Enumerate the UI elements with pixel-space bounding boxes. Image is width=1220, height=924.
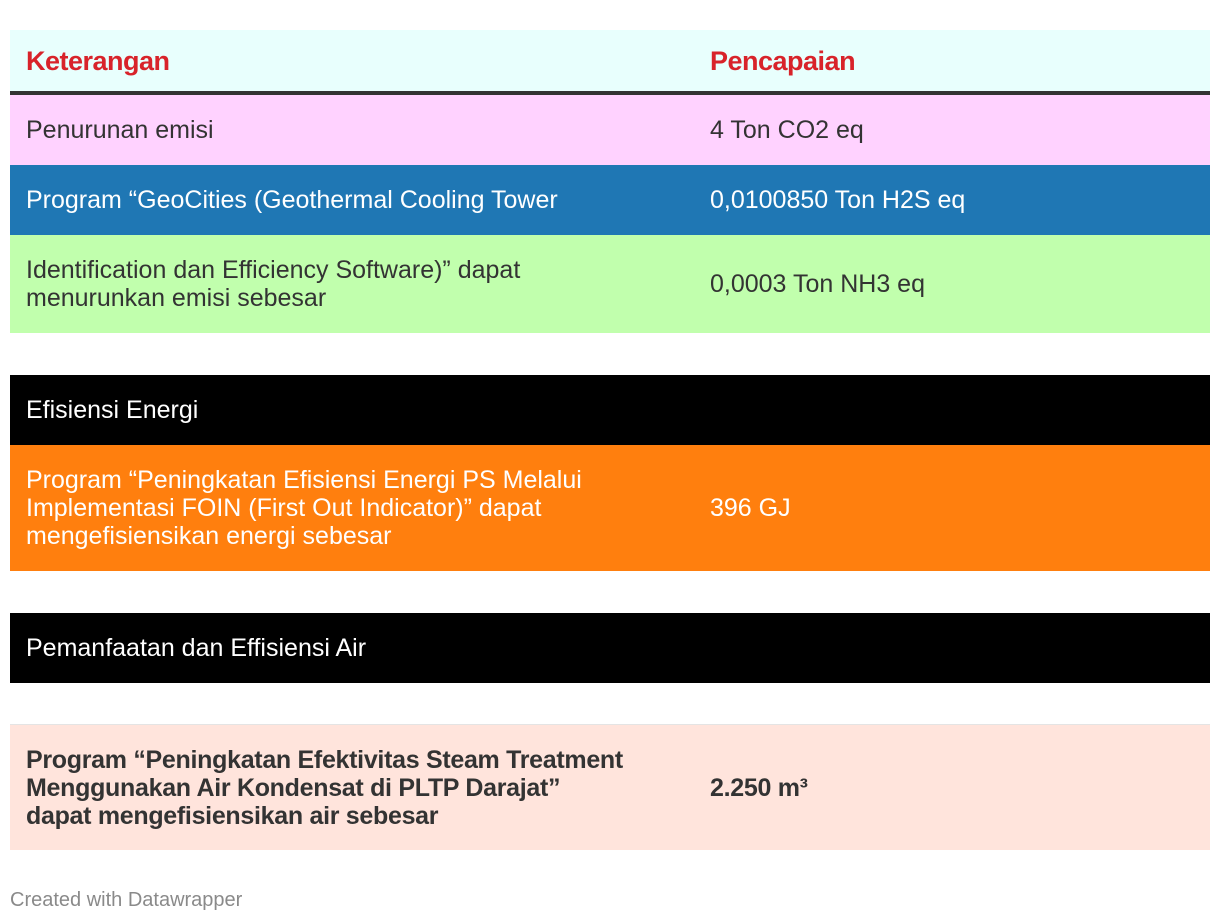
table-row [10,725,1210,850]
section-label: Pemanfaatan dan Effisiensi Air [26,634,367,662]
header-pencapaian: Pencapaian [710,45,856,76]
spacer-row [10,683,1210,725]
table-row [10,95,1210,165]
spacer-row [10,571,1210,613]
row-label: Program “GeoCities (Geothermal Cooling Tower [26,186,558,214]
section-row-efisiensi-energi [10,375,1210,445]
datawrapper-credit: Created with Datawrapper [10,889,243,911]
row-value: 0,0003 Ton NH3 eq [710,270,925,298]
spacer-row [10,333,1210,375]
row-label: Identification dan Efficiency Software)” dapat menurunkan emisi sebesar [26,256,521,312]
row-label: Program “Peningkatan Efisiensi Energi PS Melalui Implementasi FOIN (First Out Indicator)” dapat mengefisiensikan energi sebesar [26,466,582,550]
table-row [10,165,1210,235]
row-value: 0,0100850 Ton H2S eq [710,186,966,214]
row-label: Penurunan emisi [26,116,214,144]
table-row [10,445,1210,571]
section-row-air [10,613,1210,683]
table-row [10,235,1210,333]
row-value: 2.250 m³ [710,773,808,802]
header-keterangan: Keterangan [26,45,170,76]
section-label: Efisiensi Energi [26,396,199,424]
row-value: 4 Ton CO2 eq [710,116,864,144]
data-table [10,30,1210,850]
row-value: 396 GJ [710,494,791,522]
row-label: Program “Peningkatan Efektivitas Steam Treatment Menggunakan Air Kondensat di PLTP Darajat” dapat mengefisiensikan air sebesar [26,745,623,830]
table-header [10,30,1210,95]
